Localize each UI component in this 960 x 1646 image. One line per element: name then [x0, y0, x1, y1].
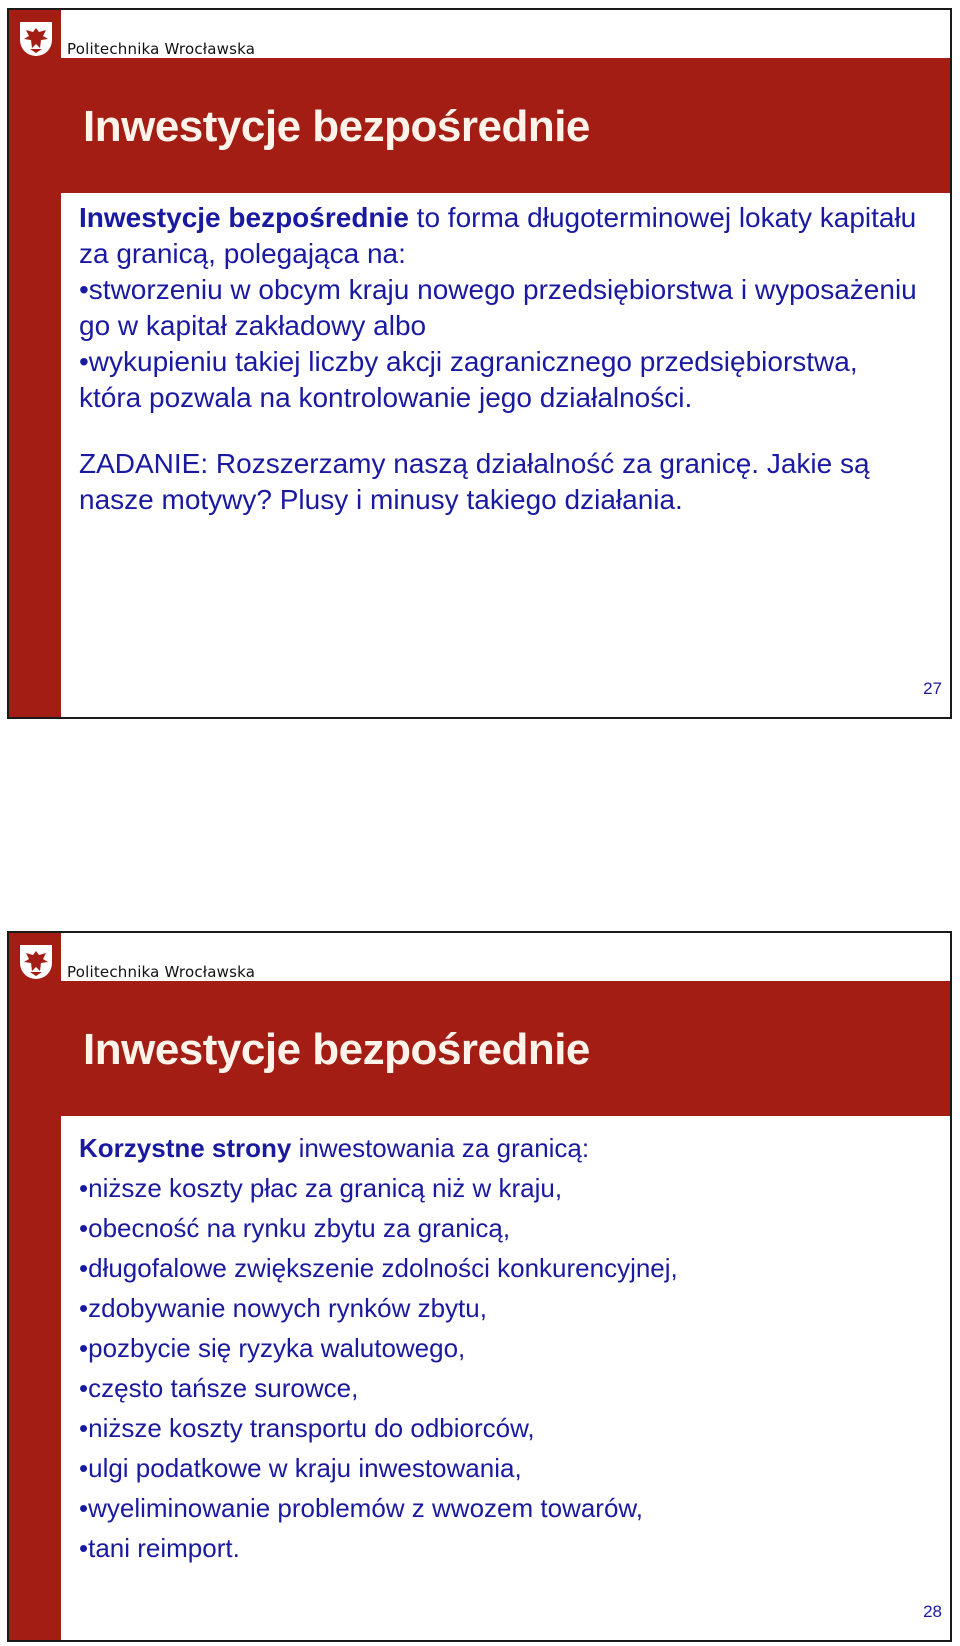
left-accent-bar: [9, 933, 61, 1640]
intro-term: Inwestycje bezpośrednie: [79, 202, 409, 233]
task-paragraph: ZADANIE: Rozszerzamy naszą działalność za granicę. Jakie są nasze motywy? Plusy i minusy takiego działania.: [79, 448, 870, 515]
bullet-item: •wykupieniu takiej liczby akcji zagranicznego przedsiębiorstwa, która pozwala na kontrolowanie jego działalności.: [79, 346, 858, 413]
title-band: [61, 981, 950, 1116]
page-number: 27: [923, 679, 942, 698]
bullet-item: •wyeliminowanie problemów z wwozem towarów,: [79, 1493, 643, 1523]
bullet-item: •długofalowe zwiększenie zdolności konkurencyjnej,: [79, 1253, 678, 1283]
bullet-item: •ulgi podatkowe w kraju inwestowania,: [79, 1453, 522, 1483]
bullet-item: •obecność na rynku zbytu za granicą,: [79, 1213, 511, 1243]
bullet-item: •niższe koszty płac za granicą niż w kraju,: [79, 1173, 563, 1203]
university-name: Politechnika Wrocławska: [67, 40, 256, 58]
slide-28: [7, 931, 952, 1642]
slide-title: Inwestycje bezpośrednie: [83, 102, 590, 151]
university-logo: [17, 941, 61, 987]
eagle-crest-icon: [20, 22, 52, 56]
intro-paragraph: [79, 200, 920, 272]
intro-text: to forma długoterminowej lokaty kapitału za granicą, polegająca na:: [79, 202, 917, 269]
slide-27: [7, 8, 952, 719]
bullet-item: •niższe koszty transportu do odbiorców,: [79, 1413, 535, 1443]
left-accent-bar: [9, 10, 61, 717]
slide-body: [79, 1128, 920, 1568]
bullet-item: •zdobywanie nowych rynków zbytu,: [79, 1293, 487, 1323]
eagle-crest-icon: [20, 945, 52, 979]
bullet-item: •pozbycie się ryzyka walutowego,: [79, 1333, 466, 1363]
intro-term: Korzystne strony: [79, 1133, 292, 1163]
bullet-item: •często tańsze surowce,: [79, 1373, 359, 1403]
intro-paragraph: [79, 1128, 920, 1168]
slide-title: Inwestycje bezpośrednie: [83, 1025, 590, 1074]
university-name: Politechnika Wrocławska: [67, 963, 256, 981]
intro-text: inwestowania za granicą:: [291, 1133, 590, 1163]
slide-body: [79, 200, 920, 518]
title-band: [61, 58, 950, 193]
page-number: 28: [923, 1602, 942, 1621]
bullet-item: •tani reimport.: [79, 1533, 240, 1563]
university-logo: [17, 18, 61, 64]
bullet-item: •stworzeniu w obcym kraju nowego przedsiębiorstwa i wyposażeniu go w kapitał zakładowy albo: [79, 274, 917, 341]
